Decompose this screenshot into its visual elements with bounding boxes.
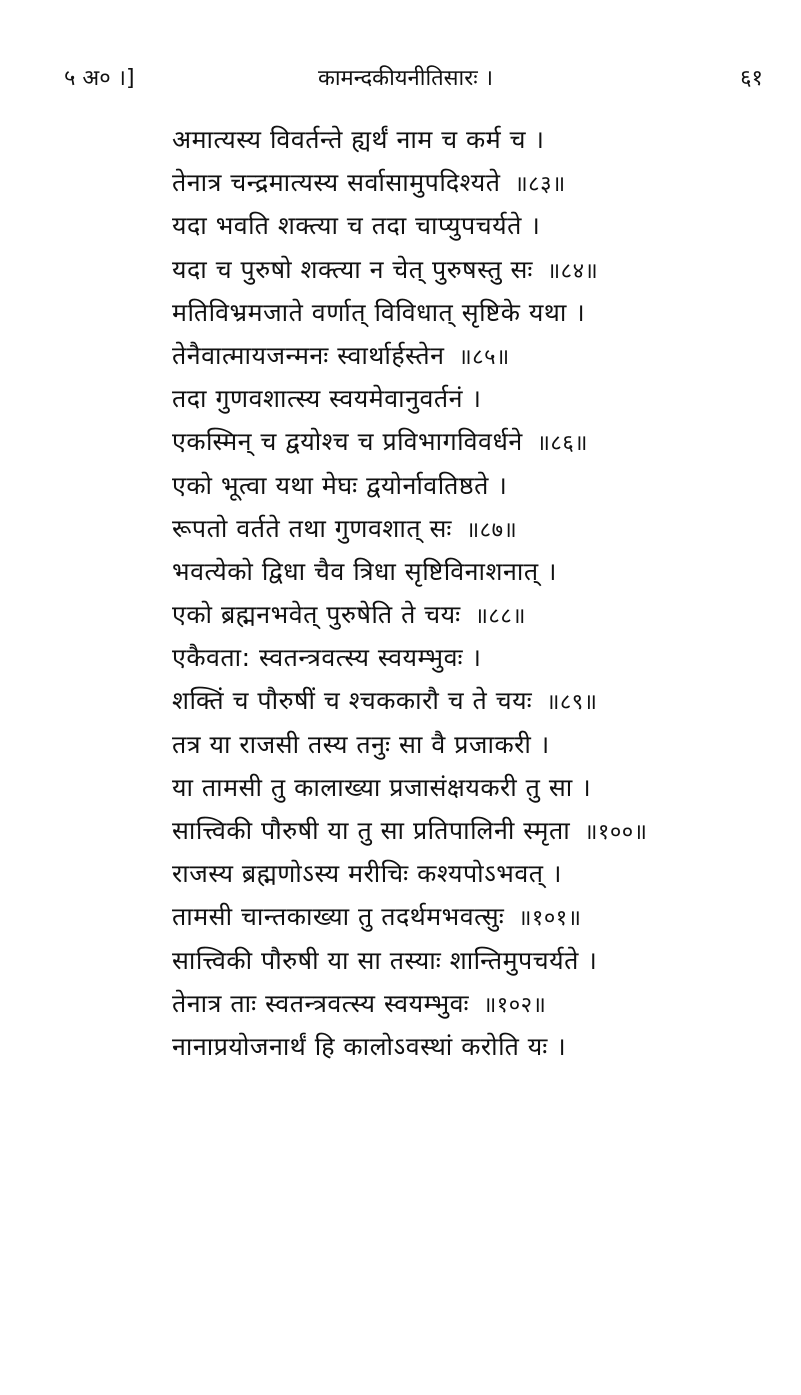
verse-text: तेनात्र ताः स्वतन्त्रवत्स्य स्वयम्भुवः <box>172 988 470 1018</box>
verse-line <box>172 809 732 852</box>
verse-line <box>172 852 732 895</box>
page-number: ६१ <box>740 66 763 91</box>
verse-line <box>172 939 732 982</box>
verse-line <box>172 982 732 1025</box>
verse-number: ॥१००॥ <box>584 820 648 845</box>
verse-text: यदा भवति शक्त्या च तदा चाप्युपचर्यते । <box>172 211 541 241</box>
verse-number: ॥८६॥ <box>536 431 588 457</box>
running-head <box>40 58 771 98</box>
verse-line <box>172 507 732 550</box>
verse-text: यदा च पुरुषो शक्त्या न चेत् पुरुषस्तु सः <box>172 254 533 284</box>
verse-line <box>172 420 732 463</box>
verse-text: एकस्मिन् च द्वयोश्च च प्रविभागविवर्धने <box>172 427 523 457</box>
verse-text: एको भूत्वा यथा मेघः द्वयोर्नावतिष्ठते । <box>172 470 508 500</box>
verse-line <box>172 679 732 722</box>
verse-text: एको ब्रह्मनभवेत् पुरुषेति ते चयः <box>172 600 461 630</box>
verse-text: राजस्य ब्रह्मणोऽस्य मरीचिः कश्यपोऽभवत् । <box>172 859 562 889</box>
verse-text: तत्र या राजसी तस्य तनुः सा वै प्रजाकरी । <box>172 729 550 759</box>
verse-line <box>172 464 732 507</box>
verse-text: सात्त्विकी पौरुषी या तु सा प्रतिपालिनी स्मृता <box>172 816 571 845</box>
verse-line <box>172 248 732 291</box>
verse-line <box>172 766 732 809</box>
verse-line <box>172 204 732 247</box>
verse-line <box>172 334 732 377</box>
verse-text: सात्त्विकी पौरुषी या सा तस्याः शान्तिमुपचर्यते । <box>172 945 598 975</box>
verse-line <box>172 895 732 938</box>
verse-line <box>172 550 732 593</box>
verse-text: रूपतो वर्तते तथा गुणवशात् सः <box>172 513 452 543</box>
verse-text: तदा गुणवशात्स्य स्वयमेवानुवर्तनं । <box>172 384 482 414</box>
verse-number: ॥८७॥ <box>465 517 518 543</box>
verse-text: या तामसी तु कालाख्या प्रजासंक्षयकरी तु सा । <box>172 772 592 802</box>
verse-number: ॥८९॥ <box>546 690 598 716</box>
verse-line <box>172 1025 732 1068</box>
verse-text: तेनैवात्मायजन्मनः स्वार्थार्हस्तेन <box>172 340 445 370</box>
verse-number: ॥८३॥ <box>514 172 566 198</box>
verse-text-block <box>172 118 732 1068</box>
verse-line <box>172 291 732 334</box>
book-title: कामन्दकीयनीतिसारः । <box>317 66 494 91</box>
verse-number: ॥८८॥ <box>474 604 526 630</box>
verse-number: ॥१०१॥ <box>518 906 582 932</box>
verse-line <box>172 723 732 766</box>
verse-text: शक्तिं च पौरुषीं च श्चककारौ च ते चयः <box>172 686 533 716</box>
chapter-reference: ५ अ० ।] <box>64 66 135 91</box>
verse-text: अमात्यस्य विवर्तन्ते ह्यर्थं नाम च कर्म च । <box>172 125 545 154</box>
verse-text: एकैवता: स्वतन्त्रवत्स्य स्वयम्भुवः । <box>172 643 482 673</box>
verse-number: ॥८५॥ <box>458 344 510 370</box>
verse-text: नानाप्रयोजनार्थं हि कालोऽवस्थां करोति यः । <box>172 1031 567 1061</box>
verse-number: ॥१०२॥ <box>483 992 547 1018</box>
verse-line <box>172 377 732 420</box>
verse-line <box>172 118 732 161</box>
verse-text: भवत्येको द्विधा चैव त्रिधा सृष्टिविनाशनात् । <box>172 556 558 586</box>
verse-line <box>172 636 732 679</box>
verse-number: ॥८४॥ <box>546 258 599 284</box>
verse-text: तामसी चान्तकाख्या तु तदर्थमभवत्सुः <box>172 902 505 932</box>
verse-text: तेनात्र चन्द्रमात्यस्य सर्वासामुपदिश्यते <box>172 168 501 198</box>
verse-line <box>172 593 732 636</box>
verse-line <box>172 161 732 204</box>
verse-text: मतिविभ्रमजाते वर्णात् विविधात् सृष्टिके यथा । <box>172 297 586 327</box>
